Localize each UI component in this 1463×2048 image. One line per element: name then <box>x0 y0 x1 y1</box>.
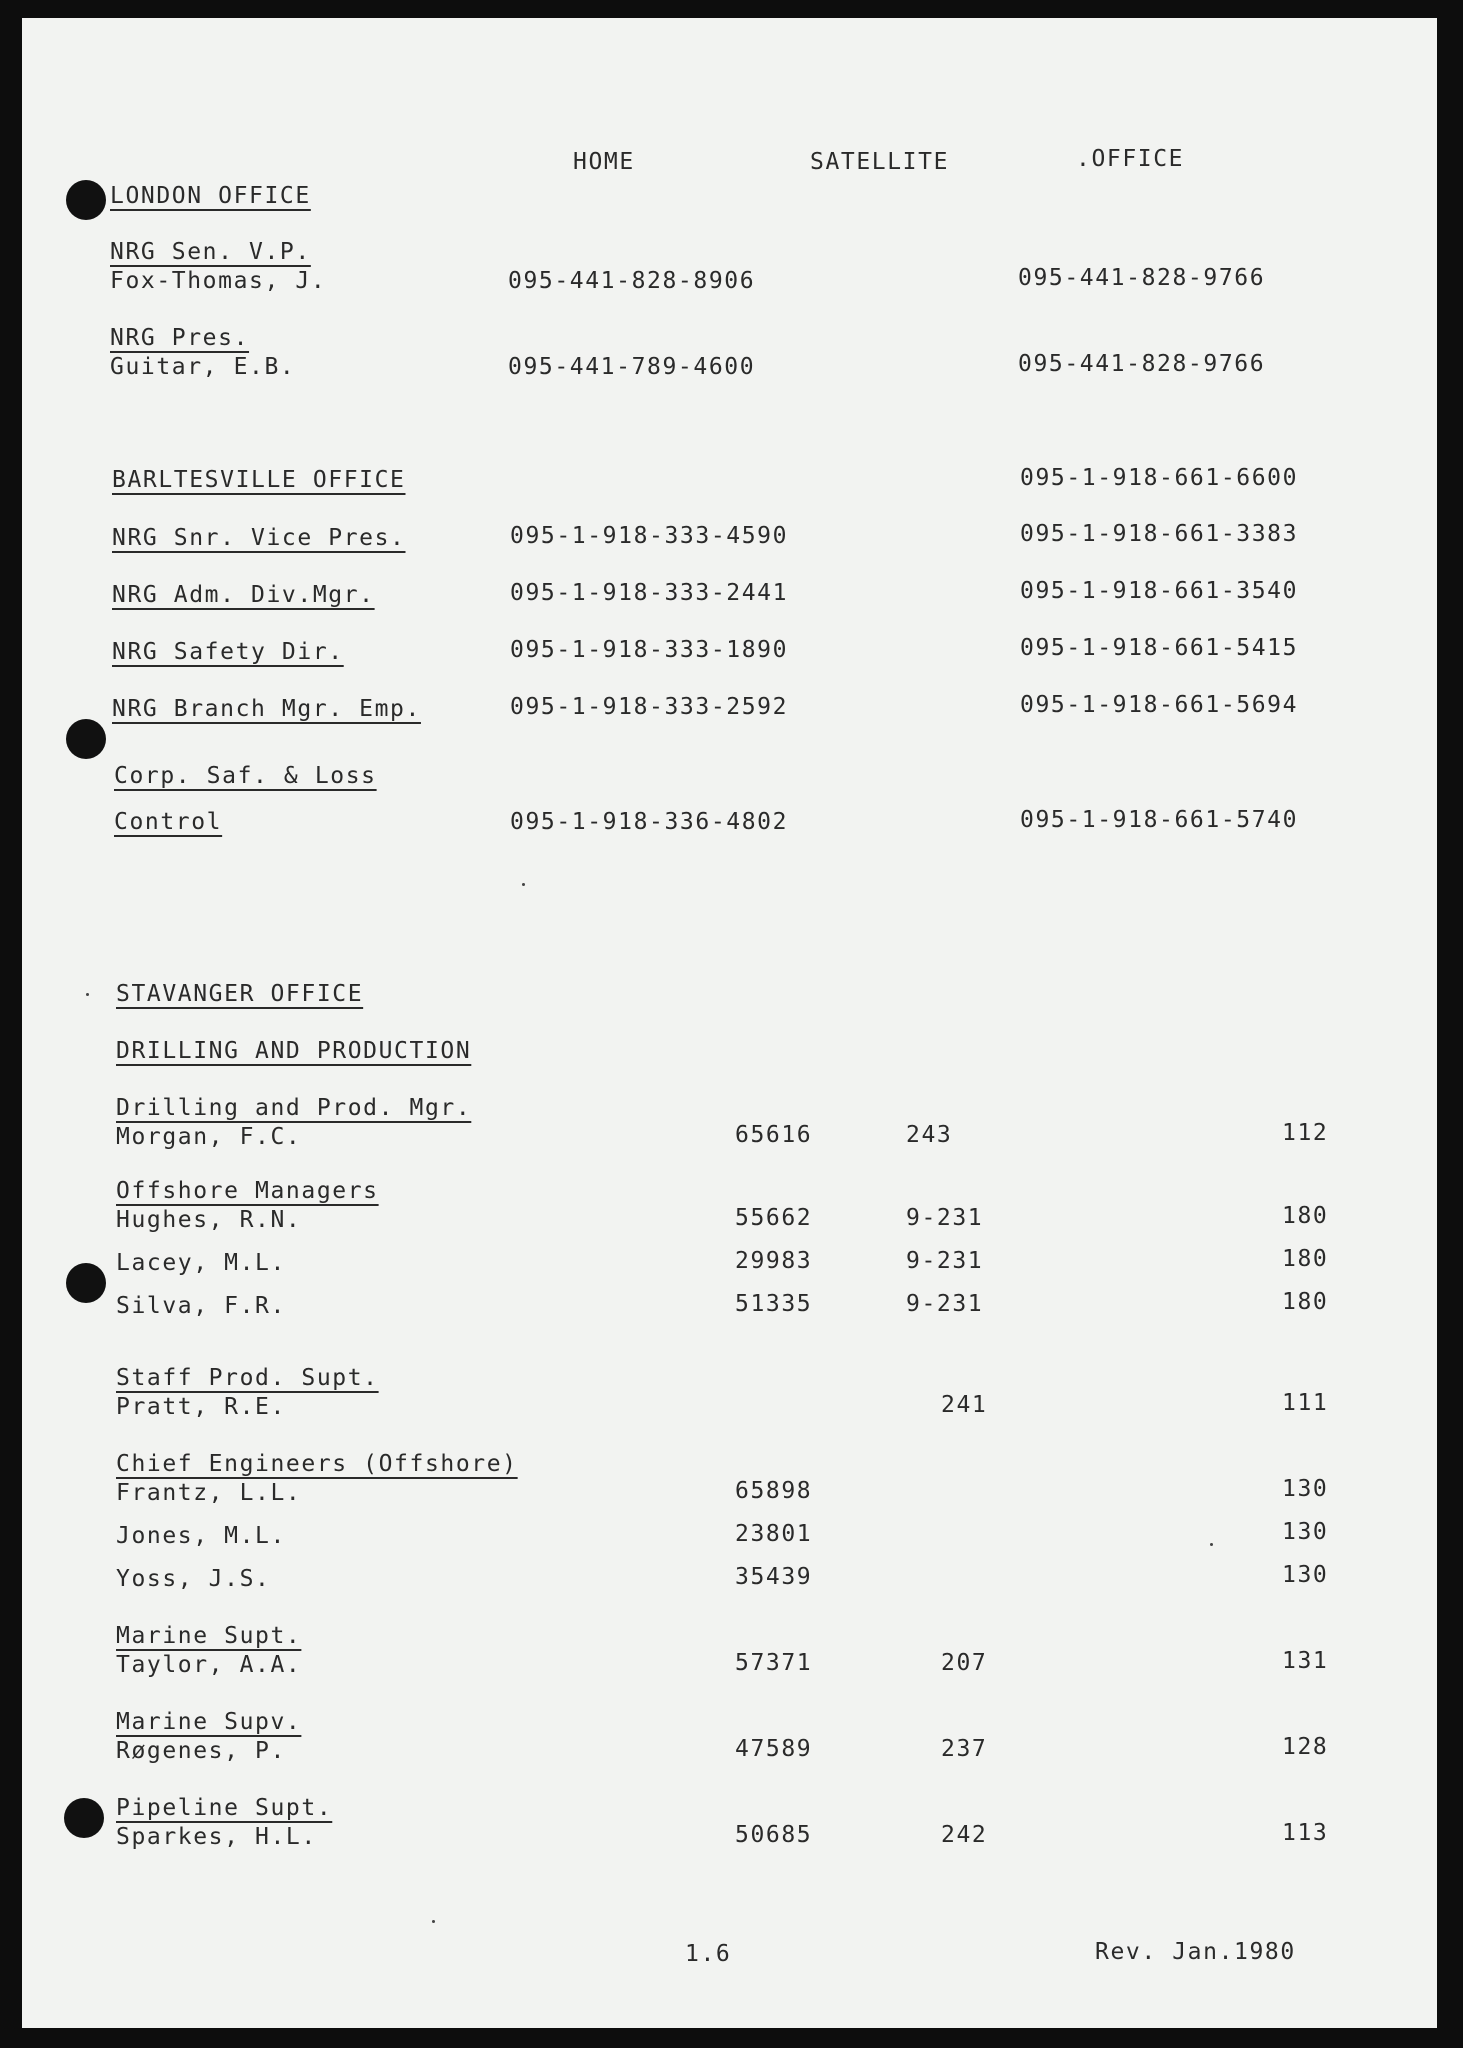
scan-speck <box>522 883 525 886</box>
section-title-bartlesville: BARLTESVILLE OFFICE <box>112 467 406 493</box>
section-title-stavanger: STAVANGER OFFICE <box>116 981 364 1007</box>
section-subtitle: DRILLING AND PRODUCTION <box>116 1038 472 1064</box>
role-label: Marine Supv. <box>116 1709 302 1735</box>
home-extension: 35439 <box>735 1564 813 1590</box>
role-label: Staff Prod. Supt. <box>116 1365 379 1391</box>
role-label: NRG Safety Dir. <box>112 639 344 665</box>
home-extension: 55662 <box>735 1205 813 1231</box>
person-name: Morgan, F.C. <box>116 1124 302 1150</box>
document-page <box>22 18 1437 2028</box>
person-name: Silva, F.R. <box>116 1293 286 1319</box>
satellite-extension: 237 <box>941 1736 988 1762</box>
revision-date: Rev. Jan.1980 <box>1095 1939 1296 1965</box>
office-phone: 095-1-918-661-3383 <box>1020 521 1299 547</box>
person-name: Pratt, R.E. <box>116 1394 286 1420</box>
role-label: Marine Supt. <box>116 1623 302 1649</box>
office-extension: 130 <box>1282 1562 1329 1588</box>
office-extension: 113 <box>1282 1820 1329 1846</box>
role-label: Control <box>114 809 223 835</box>
punch-hole <box>66 180 106 220</box>
office-extension: 131 <box>1282 1648 1329 1674</box>
satellite-extension: 243 <box>906 1122 953 1148</box>
role-label: Drilling and Prod. Mgr. <box>116 1095 472 1121</box>
header-satellite: SATELLITE <box>810 149 950 175</box>
person-name: Hughes, R.N. <box>116 1207 302 1233</box>
office-extension: 130 <box>1282 1476 1329 1502</box>
person-name: Fox-Thomas, J. <box>110 268 327 294</box>
scan-speck <box>1210 1543 1213 1546</box>
section-title-london: LONDON OFFICE <box>110 183 311 209</box>
home-phone: 095-1-918-336-4802 <box>510 809 789 835</box>
home-phone: 095-1-918-333-2441 <box>510 580 789 606</box>
satellite-extension: 242 <box>941 1822 988 1848</box>
role-label: Offshore Managers <box>116 1178 379 1204</box>
role-label: NRG Pres. <box>110 325 250 351</box>
home-extension: 23801 <box>735 1521 813 1547</box>
office-extension: 112 <box>1282 1120 1329 1146</box>
home-extension: 50685 <box>735 1822 813 1848</box>
office-phone: 095-441-828-9766 <box>1018 351 1266 377</box>
satellite-extension: 9-231 <box>906 1291 984 1317</box>
satellite-extension: 207 <box>941 1650 988 1676</box>
office-extension: 180 <box>1282 1203 1329 1229</box>
satellite-extension: 241 <box>941 1392 988 1418</box>
punch-hole <box>64 1798 104 1838</box>
office-phone: 095-1-918-661-5740 <box>1020 807 1299 833</box>
role-label: NRG Snr. Vice Pres. <box>112 525 406 551</box>
role-label: Chief Engineers (Offshore) <box>116 1451 518 1477</box>
role-label: NRG Adm. Div.Mgr. <box>112 582 375 608</box>
role-label: Pipeline Supt. <box>116 1795 333 1821</box>
person-name: Jones, M.L. <box>116 1523 286 1549</box>
role-label: NRG Branch Mgr. Emp. <box>112 696 421 722</box>
office-phone: 095-1-918-661-3540 <box>1020 578 1299 604</box>
home-phone: 095-1-918-333-4590 <box>510 523 789 549</box>
office-extension: 180 <box>1282 1289 1329 1315</box>
office-phone: 095-1-918-661-5694 <box>1020 692 1299 718</box>
punch-hole <box>66 719 106 759</box>
office-extension: 130 <box>1282 1519 1329 1545</box>
scan-speck <box>432 1920 435 1923</box>
person-name: Taylor, A.A. <box>116 1652 302 1678</box>
home-extension: 47589 <box>735 1736 813 1762</box>
person-name: Røgenes, P. <box>116 1738 286 1764</box>
office-phone: 095-1-918-661-5415 <box>1020 635 1299 661</box>
home-extension: 57371 <box>735 1650 813 1676</box>
office-extension: 111 <box>1282 1390 1329 1416</box>
punch-hole <box>66 1263 106 1303</box>
home-extension: 29983 <box>735 1248 813 1274</box>
home-extension: 51335 <box>735 1291 813 1317</box>
office-extension: 128 <box>1282 1734 1329 1760</box>
person-name: Yoss, J.S. <box>116 1566 271 1592</box>
person-name: Lacey, M.L. <box>116 1250 286 1276</box>
role-label: Corp. Saf. & Loss <box>114 763 377 789</box>
home-phone: 095-441-828-8906 <box>508 268 756 294</box>
header-home: HOME <box>573 149 635 175</box>
office-phone: 095-1-918-661-6600 <box>1020 465 1299 491</box>
home-phone: 095-1-918-333-1890 <box>510 637 789 663</box>
home-phone: 095-1-918-333-2592 <box>510 694 789 720</box>
satellite-extension: 9-231 <box>906 1205 984 1231</box>
satellite-extension: 9-231 <box>906 1248 984 1274</box>
role-label: NRG Sen. V.P. <box>110 239 311 265</box>
home-extension: 65898 <box>735 1478 813 1504</box>
person-name: Sparkes, H.L. <box>116 1824 317 1850</box>
home-phone: 095-441-789-4600 <box>508 354 756 380</box>
person-name: Frantz, L.L. <box>116 1480 302 1506</box>
scan-speck <box>86 993 89 996</box>
header-office: .OFFICE <box>1076 146 1185 172</box>
page-number: 1.6 <box>685 1941 732 1967</box>
person-name: Guitar, E.B. <box>110 354 296 380</box>
office-extension: 180 <box>1282 1246 1329 1272</box>
home-extension: 65616 <box>735 1122 813 1148</box>
office-phone: 095-441-828-9766 <box>1018 265 1266 291</box>
